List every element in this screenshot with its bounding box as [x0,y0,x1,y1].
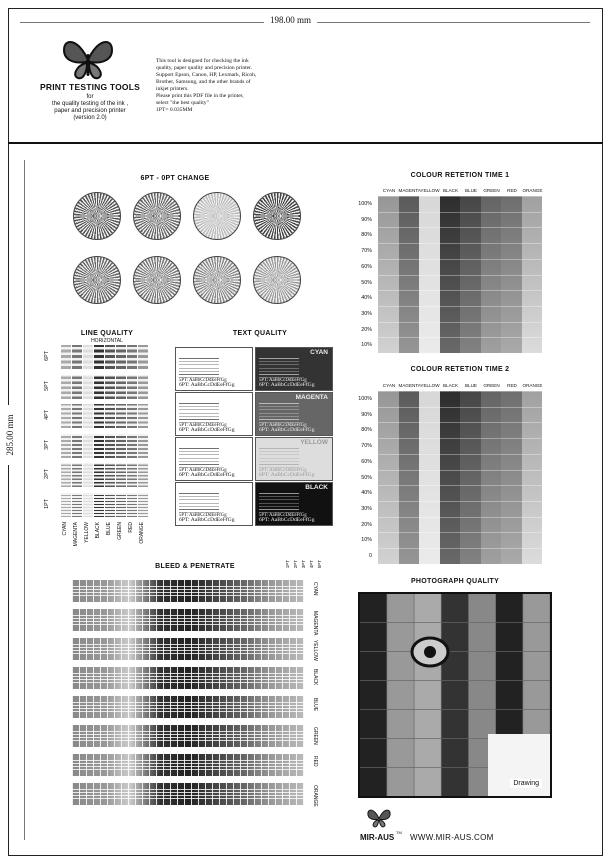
photo-tile [469,594,496,622]
retention-1-col-label: RED [507,188,517,193]
photo-tile [414,710,441,738]
retention-2-col-label: GREEN [483,383,500,388]
text-quality-title: TEXT QUALITY [232,330,288,337]
line-quality-cell [60,463,71,487]
line-quality-col-label: BLACK [95,522,101,539]
line-quality-cell [93,345,104,369]
text-quality-sample-5pt: 5PT: AaBbCcDdEeFfGg [259,423,307,428]
text-quality-block [255,347,333,391]
text-quality-small-lines [179,403,219,423]
photo-tile [442,739,469,767]
line-quality-row-label: 5PT [44,380,50,391]
line-quality-row-label: 6PT [44,351,50,361]
photo-tile [387,681,414,709]
retention-1-gridline [378,290,542,291]
text-quality-color-label: BLACK [305,484,328,491]
bleed-side-label: BLUE [312,698,318,712]
line-quality-cell [82,434,93,458]
retention-2-title: COLOUR RETETION TIME 2 [410,366,510,373]
photo-tile [469,652,496,680]
text-quality-small-lines [179,493,219,513]
text-quality-sample-6pt: 6PT: AaBbCcDdEeFfGg [179,517,235,524]
text-quality-small-lines [259,493,299,513]
text-quality-sample-6pt: 6PT: AaBbCcDdEeFfGg [259,382,315,389]
chameleon-pupil-icon [424,646,436,658]
retention-1-row-label: 80% [361,232,372,239]
text-quality-sample-5pt: 5PT: AaBbCcDdEeFfGg [179,423,227,428]
bleed-top-label: 1PT [285,560,290,569]
line-quality-row-label: 3PT [44,439,50,450]
photo-tile [442,768,469,796]
photo-collage-image [360,594,550,796]
retention-1-gridline [378,322,542,323]
footer-butterfly-icon [366,806,392,830]
line-quality-cell [71,404,82,428]
line-quality-cell [82,345,93,369]
retention-2-gridline [378,501,542,502]
bleed-side-label: YELLOW [312,640,318,661]
bleed-row-lines [72,702,304,712]
line-quality-cell [137,345,148,369]
line-quality-cell [137,463,148,487]
intro-text: This tool is designed for checking the ink quality, paper quality and precision printer. Support Epson, Canon, HP, Lexmark, Ricoh, Brother, Samsung, and the other brands of inkjet printers. Please print this PDF file in the printer, select "the best quality" 1PT= 0.035MM [156,58,257,113]
line-quality-cell [104,375,115,399]
line-quality-cell [115,375,126,399]
line-quality-col-label: ORANGE [139,522,145,544]
line-quality-cell [60,434,71,458]
retention-2-row-label: 0 [369,553,372,559]
bleed-top-label: 5PT [317,560,322,569]
text-quality-sample-5pt: 5PT: AaBbCcDdEeFfGg [259,513,307,518]
line-quality-cell [126,404,137,428]
photo-tile [496,681,523,709]
text-quality-small-lines [179,448,219,468]
retention-2-col-label: BLUE [464,383,477,388]
retention-2-column [440,391,461,564]
photo-tile [414,739,441,767]
photo-caption: Drawing [510,779,542,788]
retention-2-column [460,391,481,564]
photo-tile [523,681,550,709]
line-quality-cell [104,345,115,369]
text-quality-small-lines [259,403,299,423]
bleed-row-lines [72,731,304,741]
photo-tile [496,623,523,651]
retention-2-gridline [378,422,542,423]
retention-2-column [378,391,399,564]
retention-1-col-label: BLUE [464,188,477,193]
bleed-side-label: ORANGE [312,785,318,807]
retention-2-row-label: 40% [361,490,372,497]
line-quality-cell [137,404,148,428]
retention-1-gridline [378,243,542,244]
trademark-mark: TM [396,830,402,835]
line-quality-cell [126,493,137,517]
photo-tile [387,710,414,738]
text-quality-sample-5pt: 5PT: AaBbCcDdEeFfGg [179,378,227,383]
photo-tile [387,652,414,680]
retention-2-row-label: 20% [361,521,372,528]
retention-1-row-label: 60% [361,263,372,270]
line-quality-cell [93,434,104,458]
height-dimension-label: 285.00 mm [5,405,15,465]
text-quality-sample-6pt: 6PT: AaBbCcDdEeFfGg [259,472,315,479]
line-quality-cell [115,434,126,458]
retention-1-row-label: 30% [361,310,372,317]
text-quality-sample-6pt: 6PT: AaBbCcDdEeFfGg [259,517,315,524]
line-quality-col-label: YELLOW [84,522,90,543]
retention-1-row-label: 20% [361,326,372,333]
retention-2-column [522,391,543,564]
line-quality-cell [71,345,82,369]
photo-tile [360,710,387,738]
line-quality-cell [104,434,115,458]
line-quality-cell [137,493,148,517]
retention-2-row-label: 60% [361,458,372,465]
retention-2-row-label: 80% [361,427,372,434]
photo-title: PHOTOGRAPH QUALITY [410,578,500,585]
retention-2-col-label: ORANGE [522,383,543,388]
retention-2-column [399,391,420,564]
line-quality-row-label: 2PT [44,469,50,479]
line-quality-cell [71,493,82,517]
photo-tile [360,652,387,680]
line-quality-subtitle: HORIZONTAL [91,338,123,344]
bleed-side-label: CYAN [312,582,318,596]
text-quality-sample-5pt: 5PT: AaBbCcDdEeFfGg [259,378,307,383]
text-quality-block [255,482,333,526]
retention-1-col-label: BLACK [442,188,459,193]
photo-tile [523,594,550,622]
retention-2-col-label: MAGENTA [398,383,421,388]
line-quality-cell [71,375,82,399]
line-quality-cell [137,434,148,458]
bleed-title: BLEED & PENETRATE [155,563,235,570]
line-quality-cell [82,404,93,428]
retention-1-col-label: MAGENTA [398,188,421,193]
photo-tile [414,594,441,622]
photo-tile [387,594,414,622]
retention-1-gridline [378,275,542,276]
line-quality-cell [115,404,126,428]
retention-1-gridline [378,227,542,228]
footer-url: WWW.MIR-AUS.COM [410,833,494,842]
line-quality-cell [126,463,137,487]
text-quality-color-label: MAGENTA [295,394,328,401]
retention-1-gridline [378,306,542,307]
change-circle [73,192,121,240]
line-quality-cell [115,345,126,369]
retention-2-col-label: CYAN [382,383,396,388]
change-circle [73,256,121,304]
width-dimension-label: 198.00 mm [264,15,317,25]
line-quality-cell [93,493,104,517]
line-quality-title: LINE QUALITY [80,330,134,337]
retention-2-col-label: YELLOW [420,383,440,388]
change-circle [253,192,301,240]
retention-1-gridline [378,212,542,213]
photo-tile [496,652,523,680]
line-quality-cell [71,463,82,487]
text-quality-block [175,437,253,481]
photo-tile [496,594,523,622]
line-quality-cell [60,404,71,428]
header-divider [8,142,603,144]
photo-tile [387,739,414,767]
bleed-top-label: 3PT [301,560,306,569]
line-quality-cell [93,375,104,399]
retention-1-gridline [378,259,542,260]
retention-2-gridline [378,454,542,455]
retention-2-row-label: 50% [361,474,372,481]
text-quality-block [175,347,253,391]
retention-2-gridline [378,470,542,471]
line-quality-col-label: RED [128,522,134,533]
change-circle [133,192,181,240]
retention-1-row-label: 90% [361,216,372,223]
photo-tile [442,681,469,709]
text-quality-sample-6pt: 6PT: AaBbCcDdEeFfGg [259,427,315,434]
text-quality-sample-6pt: 6PT: AaBbCcDdEeFfGg [179,382,235,389]
text-quality-sample-6pt: 6PT: AaBbCcDdEeFfGg [179,472,235,479]
bleed-row-lines [72,673,304,683]
retention-1-title: COLOUR RETETION TIME 1 [410,172,510,179]
retention-1-row-label: 100% [358,201,372,207]
bleed-side-label: BLACK [312,669,318,686]
line-quality-cell [126,434,137,458]
text-quality-small-lines [179,358,219,378]
line-quality-cell [60,375,71,399]
retention-2-gridline [378,438,542,439]
retention-2-column [419,391,440,564]
line-quality-col-label: GREEN [117,522,123,540]
line-quality-cell [126,375,137,399]
photo-tile [523,623,550,651]
photo-sample [358,592,552,798]
text-quality-sample-6pt: 6PT: AaBbCcDdEeFfGg [179,427,235,434]
line-quality-cell [126,345,137,369]
change-circle [193,192,241,240]
text-quality-sample-5pt: 5PT: AaBbCcDdEeFfGg [179,468,227,473]
line-quality-col-label: MAGENTA [73,522,79,547]
photo-tile [442,594,469,622]
tool-subtitle: for the quality testing of the ink , paper and precision printer (version 2.0) [51,94,129,121]
retention-2-row-label: 70% [361,443,372,450]
change-circle [133,256,181,304]
retention-2-row-label: 90% [361,411,372,418]
photo-tile [523,652,550,680]
retention-2-row-label: 100% [358,396,372,402]
bleed-side-label: RED [312,756,318,767]
retention-2-column [481,391,502,564]
text-quality-block [175,392,253,436]
line-quality-cell [82,375,93,399]
photo-tile [360,623,387,651]
line-quality-cell [137,375,148,399]
photo-tile [360,739,387,767]
retention-1-col-label: GREEN [483,188,500,193]
retention-1-row-label: 50% [361,279,372,286]
retention-2-col-label: BLACK [442,383,459,388]
butterfly-logo-icon [60,36,116,82]
line-quality-row-label: 4PT [44,410,50,420]
photo-tile [414,768,441,796]
line-quality-cell [93,463,104,487]
line-quality-cell [60,493,71,517]
retention-2-row-label: 10% [361,537,372,544]
retention-2-column [501,391,522,564]
retention-1-col-label: ORANGE [522,188,543,193]
photo-tile [469,623,496,651]
retention-2-col-label: RED [507,383,517,388]
line-quality-cell [115,493,126,517]
photo-tile [442,710,469,738]
line-quality-col-label: BLUE [106,522,112,536]
text-quality-color-label: YELLOW [300,439,328,446]
bleed-row-lines [72,760,304,770]
line-quality-cell [82,493,93,517]
retention-1-col-label: YELLOW [420,188,440,193]
line-quality-cell [104,463,115,487]
retention-2-row-label: 30% [361,505,372,512]
text-quality-sample-5pt: 5PT: AaBbCcDdEeFfGg [259,468,307,473]
height-dimension-line [24,160,25,840]
bleed-row-lines [72,789,304,799]
photo-tile [360,768,387,796]
change-title: 6PT - 0PT CHANGE [140,175,210,182]
retention-1-col-label: CYAN [382,188,396,193]
line-quality-cell [60,345,71,369]
line-quality-cell [115,463,126,487]
line-quality-row-label: 1PT [44,498,50,509]
photo-tile [387,768,414,796]
photo-tile [469,681,496,709]
line-quality-cell [71,434,82,458]
line-quality-cell [104,404,115,428]
retention-1-row-label: 70% [361,248,372,255]
retention-1-gridline [378,337,542,338]
retention-2-gridline [378,532,542,533]
retention-2-gridline [378,548,542,549]
bleed-row-lines [72,586,304,596]
retention-1-row-label: 10% [361,342,372,349]
retention-2-gridline [378,485,542,486]
text-quality-color-label: CYAN [310,349,328,356]
text-quality-sample-5pt: 5PT: AaBbCcDdEeFfGg [179,513,227,518]
line-quality-cell [93,404,104,428]
text-quality-small-lines [259,448,299,468]
bleed-side-label: GREEN [312,727,318,745]
change-circle [193,256,241,304]
tool-title: PRINT TESTING TOOLS [40,82,140,92]
change-circle [253,256,301,304]
photo-tile [387,623,414,651]
photo-tile [360,681,387,709]
retention-2-gridline [378,517,542,518]
text-quality-small-lines [259,358,299,378]
retention-2-gridline [378,407,542,408]
bleed-row-lines [72,615,304,625]
photo-tile [414,681,441,709]
bleed-top-label: 2PT [293,560,298,569]
line-quality-cell [82,463,93,487]
retention-1-row-label: 40% [361,295,372,302]
text-quality-block [175,482,253,526]
retention-1-gridline [378,196,542,197]
bleed-row-lines [72,644,304,654]
text-quality-block [255,392,333,436]
footer-brand: MIR-AUS [360,833,395,842]
bleed-side-label: MAGENTA [312,611,318,636]
line-quality-cell [104,493,115,517]
bleed-top-label: 4PT [309,560,314,569]
text-quality-block [255,437,333,481]
photo-tile [360,594,387,622]
retention-2-gridline [378,391,542,392]
line-quality-col-label: CYAN [62,522,68,536]
